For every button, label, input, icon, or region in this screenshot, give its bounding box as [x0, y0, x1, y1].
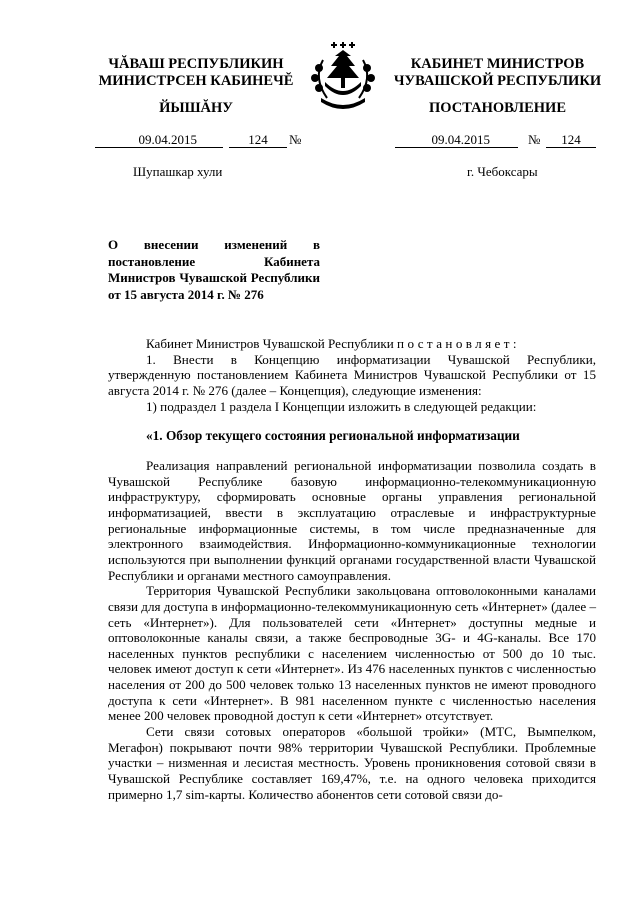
header-right-title: ПОСТАНОВЛЕНИЕ	[428, 100, 566, 116]
header-right-line-2: ЧУВАШСКОЙ РЕСПУБЛИКИ	[393, 73, 602, 89]
header-left-number-sign: №	[289, 132, 302, 147]
paragraph-1: 1. Внести в Концепцию информатизации Чувашской Республики, утвержденную постановлением Кабинета Министров Чувашской Республики от 15 августа 2014 г. № 276 (далее – Концепция), следующие изменения:	[108, 351, 596, 398]
header-left-date: 09.04.2015	[95, 132, 223, 148]
intro-resolves: постановляет:	[397, 336, 520, 351]
header-left-line-1: ЧĂВАШ РЕСПУБЛИКИН	[108, 56, 284, 72]
intro-paragraph: Кабинет Министров Чувашской Республики постановляет:	[146, 336, 520, 351]
section-title: «1. Обзор текущего состояния региональной информатизации	[146, 428, 520, 444]
header-left-city: Шупашкар хули	[133, 164, 223, 179]
header-left-number: 124	[229, 132, 287, 148]
header-left-title: ЙЫШĂНУ	[159, 100, 233, 116]
paragraph-5: Сети связи сотовых операторов «большой тройки» (МТС, Вымпелком, Мегафон) покрывают почти 98% территории Чувашской Республики. Проблемные участки – низменная и лесистая местность. Уровень проникновения сотовой связи в Чувашской Республике составляет 169,47%, т.е. на одного человека приходится примерно 1,7 sim-карты. Количество абонентов сети сотовой связи до-	[108, 724, 596, 802]
header-right-date: 09.04.2015	[395, 132, 518, 148]
paragraph-4: Территория Чувашской Республики закольцована оптоволоконными каналами связи для доступа в информационно-телекоммуникационную сеть «Интернет» (далее – сеть «Интернет»). Для пользователей сети «Интернет» доступны медные и оптоволоконные каналы связи, а также беспроводные 3G- и 4G-каналы. Все 170 населенных пунктов республики с населением численностью от 500 до 10 тыс. человек имеют доступ к сети «Интернет». Из 476 населенных пунктов с численностью населения от 200 до 500 человек только 13 населенных пунктов не имеют проводного доступа к сети «Интернет». В 981 населенном пункте с численностью населения менее 200 человек проводной доступ к сети «Интернет» отсутствует.	[108, 583, 596, 724]
header-left-org	[90, 56, 302, 90]
header-right-number: 124	[546, 132, 596, 148]
paragraph-3: Реализация направлений региональной информатизации позволила создать в Чувашской Республике базовую информационно-телекоммуникационную инфраструктуру, сформировать основные органы управления региональной информатизацией, ввести в эксплуатацию отраслевые и инфраструктурные региональные информационные системы, в том числе предназначенные для электронного взаимодействия. Информационно-коммуникационные технологии используются при выполнении функций органами государственной власти Чувашской Республики и органами местного самоуправления.	[108, 457, 596, 583]
header-right-org	[390, 56, 605, 90]
chuvash-emblem-icon	[305, 38, 381, 114]
header-right-number-sign: №	[528, 132, 541, 147]
paragraph-2: 1) подраздел 1 раздела I Концепции изложить в следующей редакции:	[146, 398, 537, 414]
document-subject: О внесении изменений в постановление Кабинета Министров Чувашской Республики от 15 августа 2014 г. № 276	[108, 237, 320, 302]
document-body	[108, 336, 596, 802]
header-right-line-1: КАБИНЕТ МИНИСТРОВ	[410, 56, 585, 72]
header-right-city: г. Чебоксары	[467, 164, 538, 179]
header-left-line-2: МИНИСТРСЕН КАБИНЕЧĔ	[98, 73, 294, 89]
